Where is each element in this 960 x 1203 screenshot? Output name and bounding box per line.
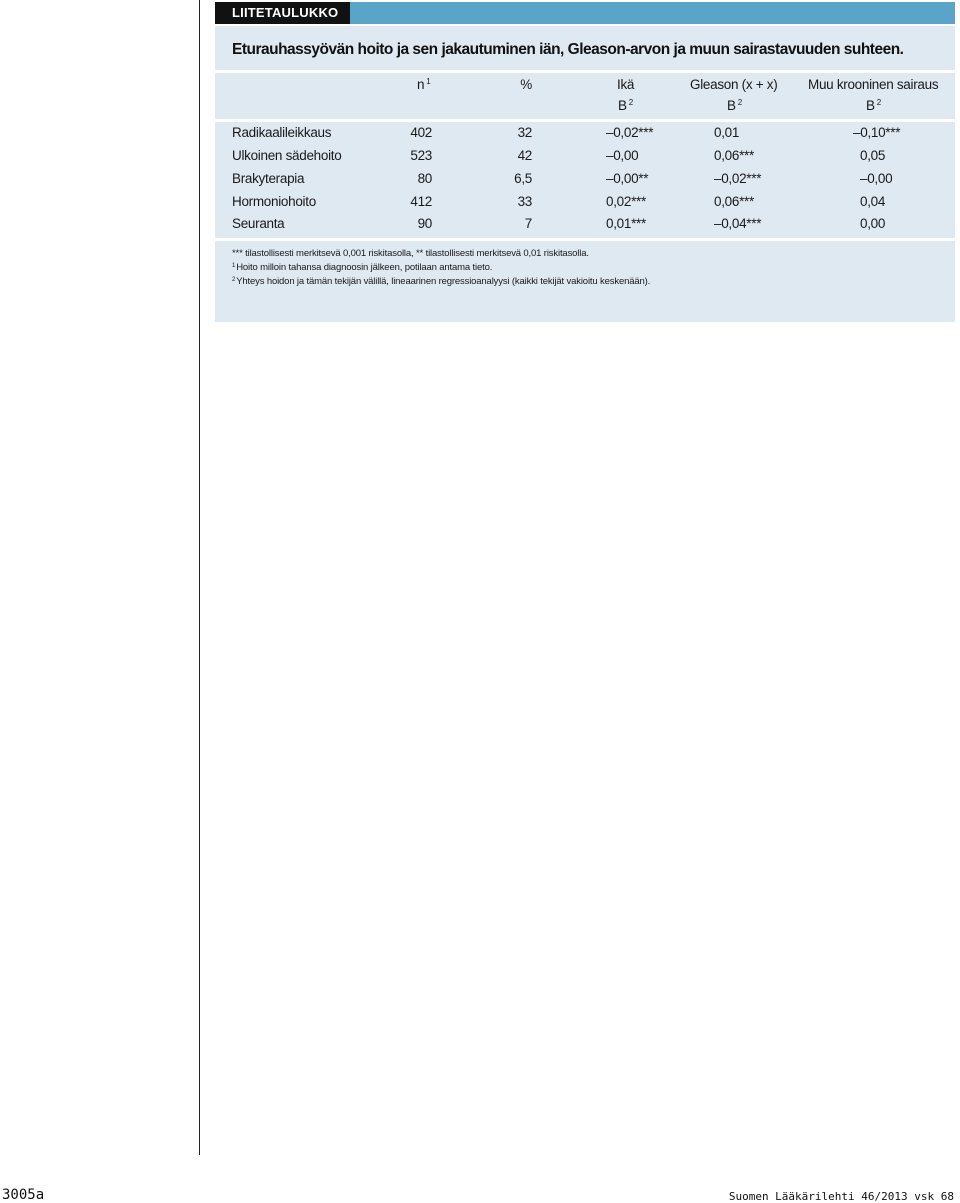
separator-header: [215, 119, 955, 122]
row-age: –0,02***: [606, 125, 654, 140]
header-n: n $^1$: [417, 77, 431, 92]
footnote-significance: *** tilastollisesti merkitsevä 0,001 riskitasolla, ** tilastollisesti merkitsevä 0,01 riskitasolla.: [232, 248, 589, 259]
row-gleason: 0,06***: [714, 148, 754, 163]
header-age: Ikä: [617, 77, 635, 92]
header-b-age: B $^2$: [618, 98, 633, 113]
separator-title: [215, 70, 955, 73]
row-pct: 6,5: [514, 171, 532, 186]
table-title: Eturauhassyövän hoito ja sen jakautuminen iän, Gleason-arvon ja muun sairastavuuden suhteen.: [232, 41, 904, 58]
row-pct: 33: [517, 194, 532, 209]
row-comorbidity: –0,00: [860, 171, 893, 186]
header-b-gleason: B $^2$: [727, 98, 742, 113]
row-age: –0,00**: [606, 171, 649, 186]
row-comorbidity: 0,04: [860, 194, 886, 209]
row-comorbidity: 0,00: [860, 216, 886, 231]
row-label: Brakyterapia: [232, 171, 305, 186]
row-gleason: 0,06***: [714, 194, 754, 209]
publication-info: Suomen Lääkärilehti 46/2013 vsk 68: [728, 1190, 954, 1203]
row-pct: 7: [524, 216, 532, 231]
header-b-comorbidity: B $^2$: [866, 98, 881, 113]
margin-rule: [199, 0, 200, 1155]
row-n: 90: [417, 216, 432, 231]
row-n: 523: [410, 148, 432, 163]
footnote-1: $^1$Hoito milloin tahansa diagnoosin jälkeen, potilaan antama tieto.: [232, 262, 493, 273]
table-tag: LIITETAULUKKO: [215, 2, 350, 24]
row-gleason: –0,04***: [714, 216, 762, 231]
row-label: Hormoniohoito: [232, 194, 316, 209]
row-comorbidity: 0,05: [860, 148, 886, 163]
row-age: 0,02***: [606, 194, 646, 209]
page-number: 3005a: [2, 1187, 45, 1203]
row-age: –0,00: [606, 148, 639, 163]
header-comorbidity: Muu krooninen sairaus: [808, 77, 939, 92]
header-pct: %: [520, 77, 532, 92]
separator-body: [215, 238, 955, 241]
row-n: 412: [410, 194, 432, 209]
footnote-2: $^2$Yhteys hoidon ja tämän tekijän välillä, lineaarinen regressioanalyysi (kaikki tekijät vakioitu keskenään).: [232, 276, 651, 287]
row-n: 80: [417, 171, 432, 186]
row-pct: 32: [517, 125, 532, 140]
row-age: 0,01***: [606, 216, 646, 231]
header-gleason: Gleason (x + x): [690, 77, 778, 92]
row-gleason: –0,02***: [714, 171, 762, 186]
row-label: Seuranta: [232, 216, 285, 231]
row-gleason: 0,01: [714, 125, 740, 140]
row-label: Ulkoinen sädehoito: [232, 148, 342, 163]
row-label: Radikaalileikkaus: [232, 125, 332, 140]
row-pct: 42: [517, 148, 532, 163]
row-n: 402: [410, 125, 432, 140]
row-comorbidity: –0,10***: [853, 125, 901, 140]
